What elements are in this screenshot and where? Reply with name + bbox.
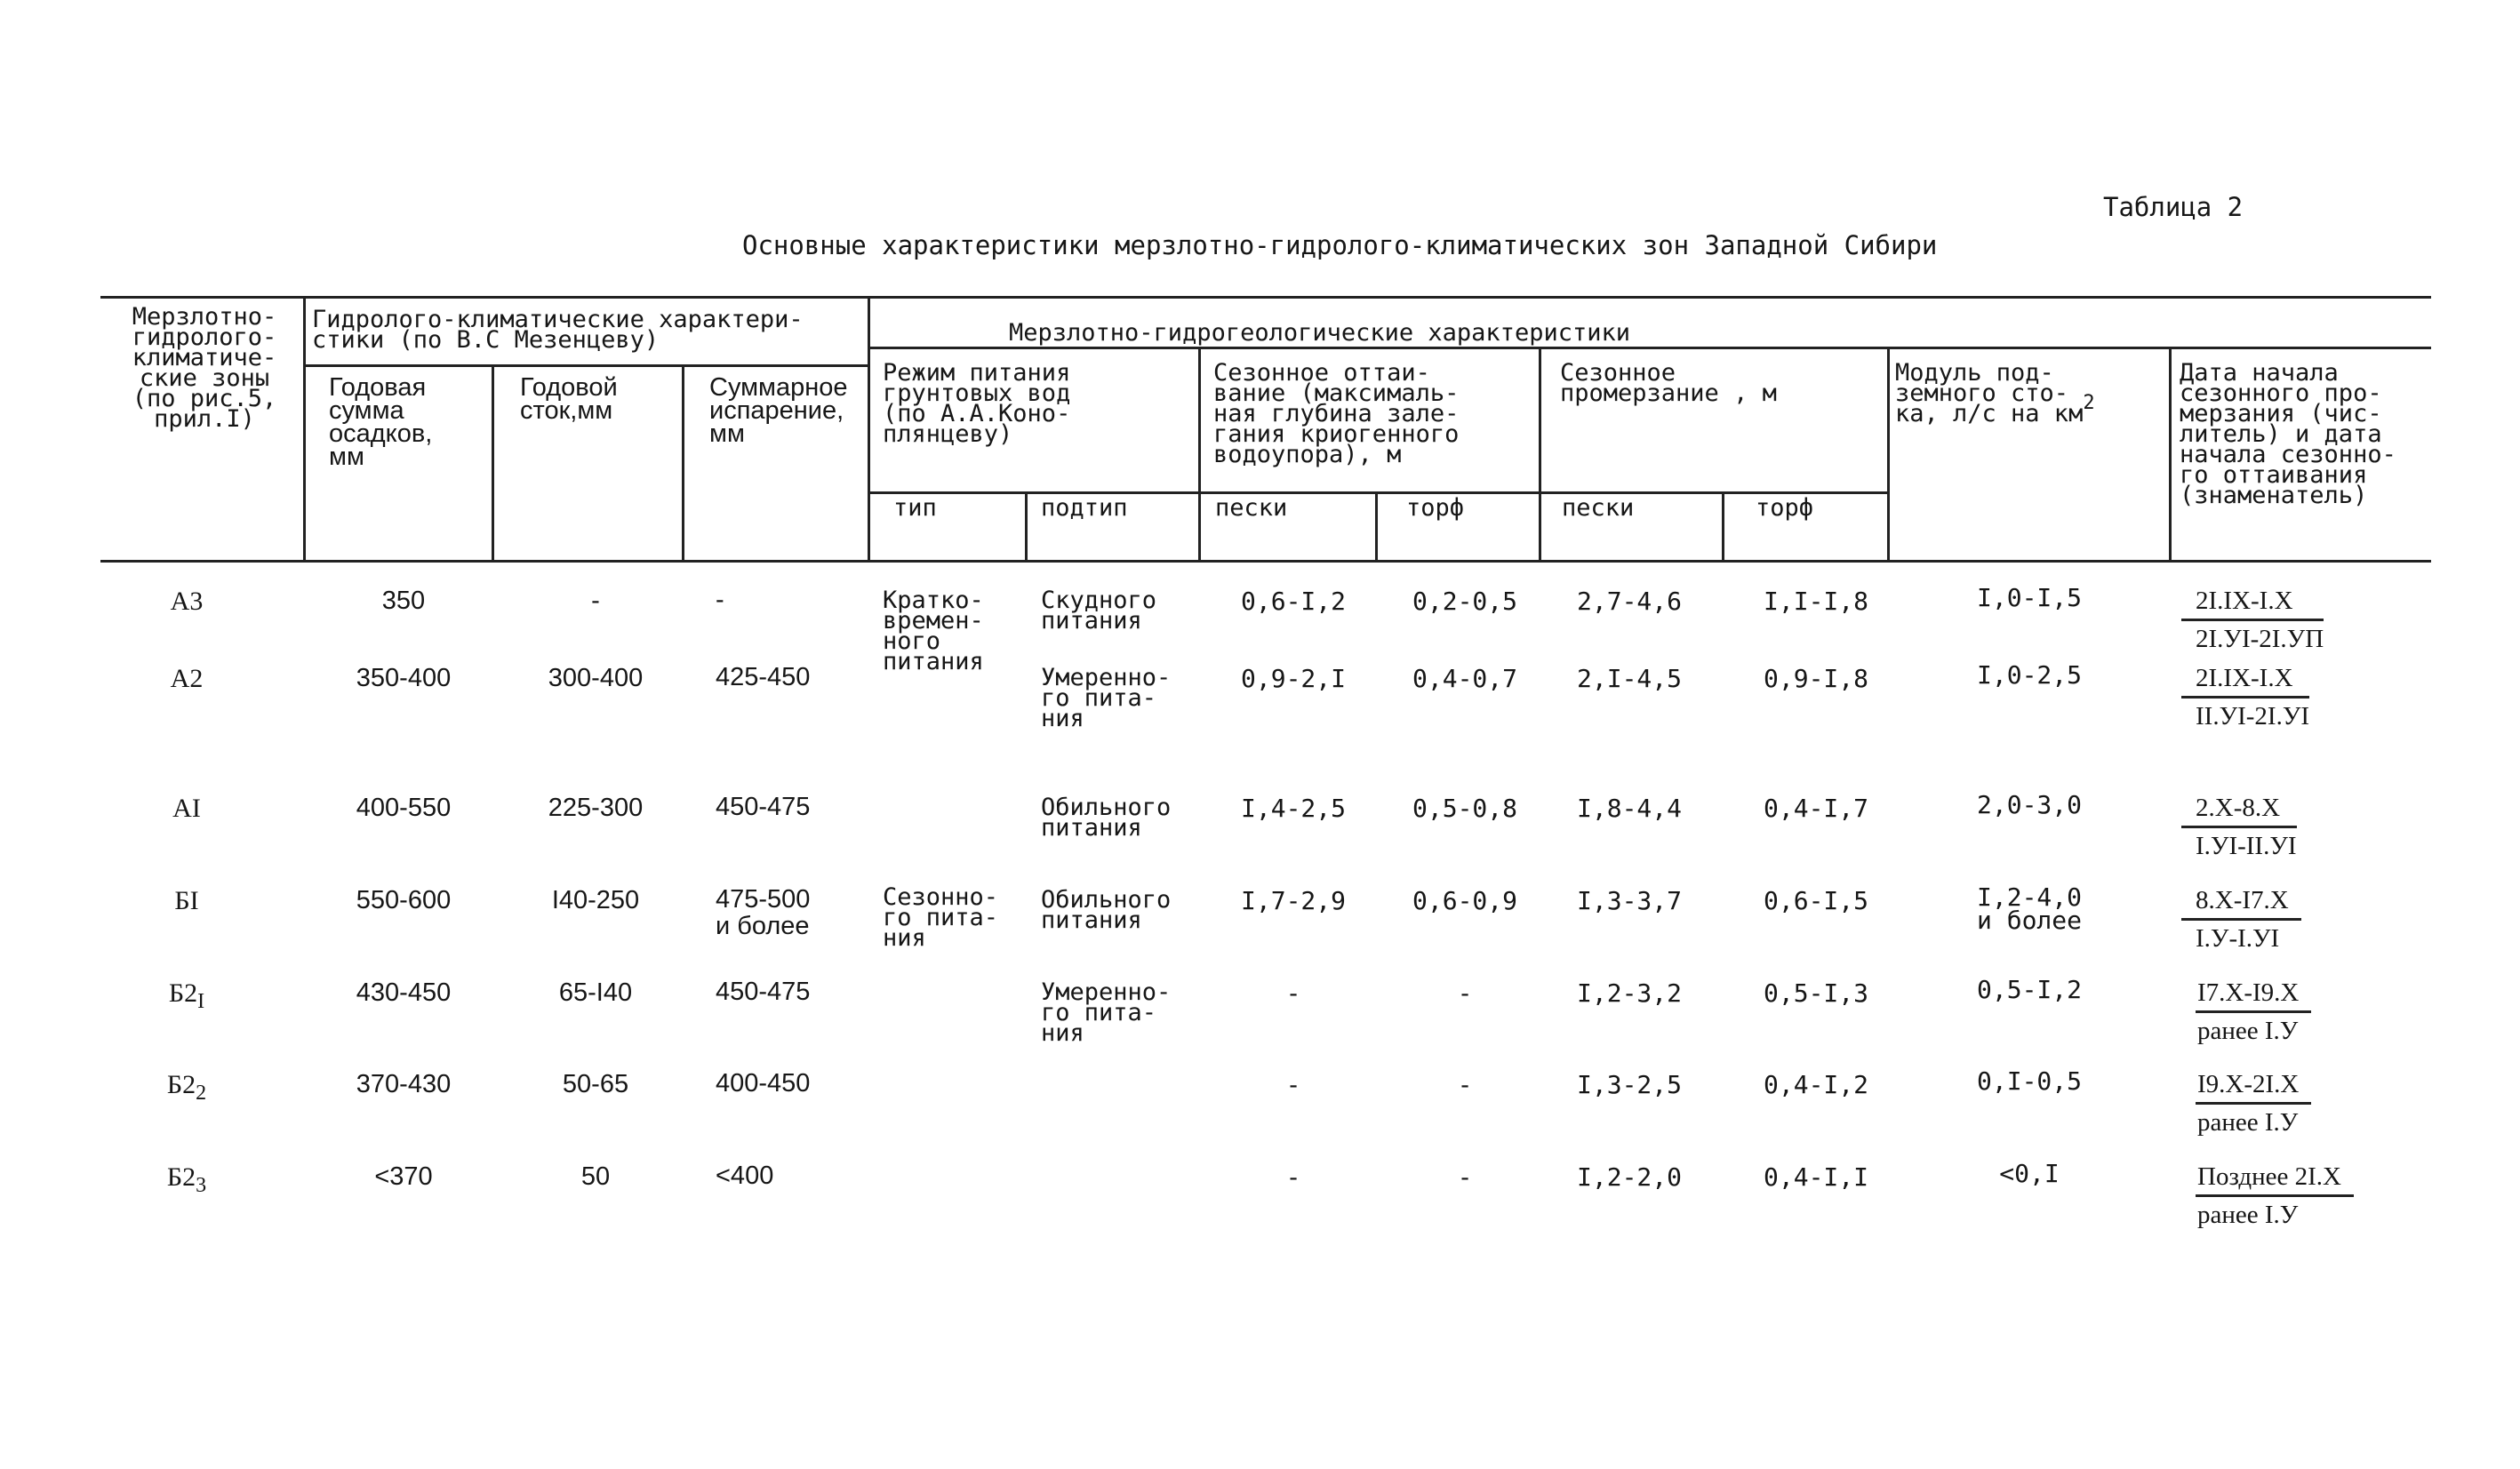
cell-freeze-sand: I,3-3,7 — [1576, 886, 1683, 915]
header-thaw: Сезонное оттаи- вание (максималь- ная глубина зале- гания криогенного водоупора), м — [1213, 359, 1460, 468]
cell-zone-text: Б2 — [168, 978, 198, 1008]
cell-thaw-peat: - — [1457, 978, 1473, 1008]
cell-freeze-peat: 0,6-I,5 — [1763, 886, 1869, 915]
cell-zone — [171, 664, 204, 694]
cell-runoff: 300-400 — [548, 664, 644, 692]
col-rule — [2169, 347, 2172, 562]
cell-precip: 350-400 — [356, 664, 452, 692]
cell-freeze-sand: I,2-3,2 — [1576, 978, 1683, 1008]
header-perma-group: Мерзлотно-гидрогеологические характеристики — [1009, 319, 1630, 347]
cell-zone — [172, 794, 201, 824]
regime-type-short-term: Кратко- времен- ного питания — [883, 587, 984, 675]
cell-date — [2196, 1161, 2354, 1229]
date-denominator: 2I.УI-2I.УП — [2196, 625, 2324, 653]
cell-zone-sub: I — [197, 990, 205, 1013]
header-hydro-group: Гидролого-климатические характери- стики (по В.С Мезенцеву) — [312, 306, 804, 354]
cell-date — [2181, 662, 2309, 731]
cell-date — [2181, 792, 2297, 860]
date-numerator: Позднее 2I.X — [2196, 1161, 2354, 1197]
cell-thaw-peat: 0,6-0,9 — [1412, 886, 1518, 915]
cell-thaw-peat: - — [1457, 1070, 1473, 1099]
rule-under-thaw-freeze — [868, 491, 1889, 494]
cell-precip: 550-600 — [356, 886, 452, 914]
cell-module: 0,5-I,2 — [1976, 975, 2083, 1004]
cell-thaw-sand: 0,9-2,I — [1240, 664, 1347, 693]
cell-freeze-sand: I,8-4,4 — [1576, 794, 1683, 823]
cell-freeze-peat: I,I-I,8 — [1763, 587, 1869, 616]
cell-evap: <400 — [716, 1162, 774, 1190]
cell-date — [2196, 977, 2311, 1045]
cell-precip: <370 — [374, 1162, 433, 1191]
regime-type-seasonal: Сезонно- го пита- ния — [883, 883, 999, 952]
date-numerator: 8.X-I7.X — [2181, 884, 2301, 921]
date-denominator: I.УI-II.УI — [2196, 832, 2297, 860]
cell-freeze-sand: I,3-2,5 — [1576, 1070, 1683, 1099]
cell-evap: 475-500 и более — [716, 885, 811, 940]
header-runoff: Годовой сток,мм — [520, 373, 618, 425]
col-rule — [492, 364, 494, 562]
header-date: Дата начала сезонного про- мерзания (чис- литель) и дата начала сезонно- го оттаивания (знаменатель) — [2180, 359, 2396, 509]
cell-zone — [171, 587, 204, 617]
cell-module: I,0-I,5 — [1976, 583, 2083, 612]
cell-subtype: Умеренно- го пита- ния — [1041, 664, 1172, 732]
col-rule — [868, 296, 870, 562]
header-freeze-sand: пески — [1562, 494, 1635, 522]
rule-under-hydro-group — [305, 364, 868, 367]
header-evap: Суммарное испарение, мм — [709, 373, 848, 448]
cell-precip: 430-450 — [356, 978, 452, 1007]
col-rule — [1722, 491, 1724, 562]
cell-thaw-sand: I,4-2,5 — [1240, 794, 1347, 823]
cell-thaw-sand: I,7-2,9 — [1240, 886, 1347, 915]
cell-thaw-sand: - — [1285, 1070, 1301, 1099]
header-freeze-peat: торф — [1756, 494, 1814, 522]
header-type: тип — [893, 494, 937, 522]
cell-module: 2,0-3,0 — [1976, 790, 2083, 819]
cell-freeze-peat: 0,5-I,3 — [1763, 978, 1869, 1008]
cell-subtype: Обильного питания — [1041, 794, 1172, 842]
header-thaw-peat: торф — [1406, 494, 1465, 522]
cell-subtype: Скудного питания — [1041, 587, 1157, 635]
cell-zone-text: Б2 — [166, 1162, 196, 1192]
date-numerator: I7.X-I9.X — [2196, 977, 2311, 1013]
cell-freeze-sand: I,2-2,0 — [1576, 1162, 1683, 1192]
cell-thaw-peat: 0,5-0,8 — [1412, 794, 1518, 823]
cell-precip: 370-430 — [356, 1070, 452, 1098]
header-zone: Мерзлотно- гидролого- климатиче- ские зоны (по рис.5, прил.I) — [132, 303, 277, 433]
cell-thaw-sand: - — [1285, 1162, 1301, 1192]
cell-thaw-sand: - — [1285, 978, 1301, 1008]
cell-runoff: 50 — [580, 1162, 611, 1191]
header-module-sup: 2 — [2083, 392, 2095, 414]
date-numerator: I9.X-2I.X — [2196, 1068, 2311, 1105]
cell-zone-sub: 2 — [196, 1082, 207, 1105]
date-numerator: 2I.IX-I.X — [2181, 662, 2309, 699]
table-number-label: Таблица 2 — [2103, 192, 2244, 222]
table-top-rule — [100, 296, 2431, 299]
cell-evap: 450-475 — [716, 793, 811, 821]
header-thaw-sand: пески — [1215, 494, 1288, 522]
date-numerator: 2.X-8.X — [2181, 792, 2297, 828]
cell-zone-text: БI — [174, 886, 199, 915]
cell-runoff: 65-I40 — [558, 978, 633, 1007]
header-precip: Годовая сумма осадков, мм — [329, 373, 433, 471]
cell-zone-text: АI — [172, 794, 201, 823]
cell-subtype: Обильного питания — [1041, 886, 1172, 934]
col-rule — [1198, 347, 1201, 562]
header-freeze: Сезонное промерзание , м — [1560, 359, 1777, 407]
cell-evap: 450-475 — [716, 978, 811, 1006]
table-title: Основные характеристики мерзлотно-гидролого-климатических зон Западной Сибири — [742, 230, 1938, 260]
cell-freeze-peat: 0,4-I,2 — [1763, 1070, 1869, 1099]
cell-thaw-sand: 0,6-I,2 — [1240, 587, 1347, 616]
cell-thaw-peat: 0,4-0,7 — [1412, 664, 1518, 693]
cell-zone — [174, 886, 198, 916]
cell-zone — [167, 1162, 206, 1198]
cell-freeze-peat: 0,4-I,7 — [1763, 794, 1869, 823]
cell-runoff: - — [591, 587, 600, 615]
cell-date — [2181, 884, 2301, 953]
col-rule — [1887, 347, 1890, 562]
cell-precip: 350 — [381, 587, 426, 615]
header-regime: Режим питания грунтовых вод (по А.А.Коно- плянцеву) — [883, 359, 1071, 448]
rule-under-perma-group — [868, 347, 2431, 349]
cell-evap: 425-450 — [716, 663, 811, 691]
cell-zone-text: А3 — [170, 587, 204, 616]
cell-zone-text: Б2 — [166, 1070, 196, 1099]
cell-runoff: I40-250 — [551, 886, 640, 914]
table-header-bottom-rule — [100, 560, 2431, 563]
cell-module: I,0-2,5 — [1976, 660, 2083, 690]
cell-evap: 400-450 — [716, 1069, 811, 1098]
col-rule — [1539, 347, 1541, 562]
cell-zone-text: А2 — [170, 664, 204, 693]
cell-thaw-peat: - — [1457, 1162, 1473, 1192]
cell-thaw-peat: 0,2-0,5 — [1412, 587, 1518, 616]
cell-module: I,2-4,0 и более — [1976, 882, 2083, 935]
cell-date — [2196, 1068, 2311, 1137]
cell-freeze-sand: 2,I-4,5 — [1576, 664, 1683, 693]
cell-zone — [167, 1070, 206, 1106]
header-subtype: подтип — [1041, 494, 1128, 522]
date-numerator: 2I.IX-I.X — [2181, 585, 2324, 621]
header-module — [1895, 359, 2095, 427]
date-denominator: ранее I.У — [2197, 1201, 2299, 1229]
cell-zone — [169, 978, 204, 1014]
col-rule — [303, 296, 306, 562]
col-rule — [1025, 491, 1028, 562]
cell-runoff: 50-65 — [562, 1070, 629, 1098]
date-denominator: I.У-I.УI — [2196, 924, 2280, 953]
cell-freeze-peat: 0,4-I,I — [1763, 1162, 1869, 1192]
date-denominator: ранее I.У — [2197, 1017, 2299, 1045]
cell-subtype: Умеренно- го пита- ния — [1041, 978, 1172, 1047]
date-denominator: II.УI-2I.УI — [2196, 702, 2310, 731]
cell-date — [2181, 585, 2324, 653]
col-rule — [1375, 491, 1378, 562]
cell-evap: - — [716, 586, 724, 614]
cell-freeze-sand: 2,7-4,6 — [1576, 587, 1683, 616]
cell-zone-sub: 3 — [196, 1174, 207, 1197]
cell-module: <0,I — [1999, 1159, 2060, 1188]
col-rule — [682, 364, 684, 562]
date-denominator: ранее I.У — [2197, 1108, 2299, 1137]
cell-precip: 400-550 — [356, 794, 452, 822]
cell-runoff: 225-300 — [548, 794, 644, 822]
cell-freeze-peat: 0,9-I,8 — [1763, 664, 1869, 693]
cell-module: 0,I-0,5 — [1976, 1066, 2083, 1096]
header-module-text: Модуль под- земного сто- ка, л/с на км — [1895, 359, 2084, 427]
